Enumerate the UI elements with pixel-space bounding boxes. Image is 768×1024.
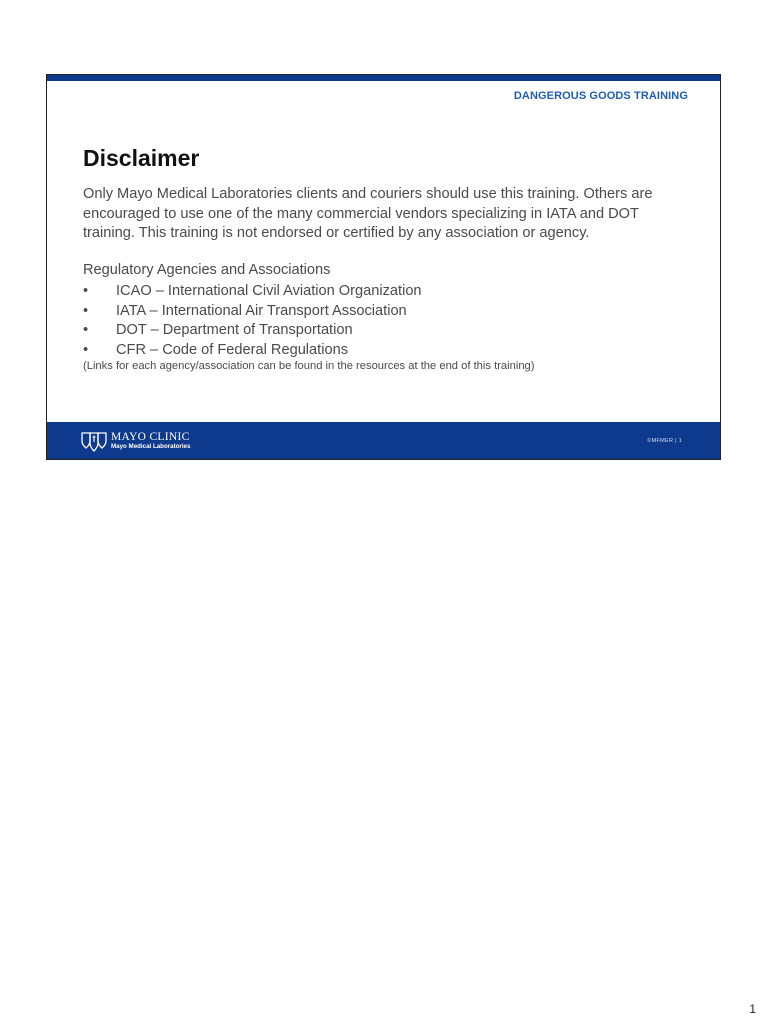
bullet-icon: • — [83, 302, 89, 319]
agency-label: CFR – Code of Federal Regulations — [116, 341, 348, 358]
slide-footer — [47, 422, 720, 459]
agencies-heading: Regulatory Agencies and Associations — [83, 262, 331, 278]
disclaimer-text: Only Mayo Medical Laboratories clients and couriers should use this training. Others are encouraged to use one of the many commercial vendors specializing in IATA and DOT training. This training is not endorsed or certified by any association or agency. — [83, 186, 653, 241]
agency-list — [83, 282, 422, 360]
page-number: 1 — [749, 1002, 756, 1016]
agency-label: ICAO – International Civil Aviation Organization — [116, 283, 422, 299]
resources-note: (Links for each agency/association can be found in the resources at the end of this training) — [83, 360, 535, 372]
logo-text — [111, 432, 190, 451]
agency-item — [83, 282, 422, 302]
mayo-clinic-logo — [81, 430, 190, 452]
slide-header-label: DANGEROUS GOODS TRAINING — [513, 90, 688, 102]
bullet-icon: • — [83, 283, 89, 299]
bullet-icon: • — [83, 341, 89, 358]
agency-item — [83, 302, 422, 322]
slide — [46, 74, 721, 460]
agency-label: IATA – International Air Transport Association — [116, 302, 407, 319]
agency-item — [83, 321, 422, 341]
agency-label: DOT – Department of Transportation — [116, 322, 353, 338]
slide-top-bar — [47, 75, 720, 81]
logo-name: MAYO CLINIC — [111, 430, 190, 443]
logo-subtitle: Mayo Medical Laboratories — [111, 443, 191, 451]
mayo-shields-icon — [81, 430, 107, 452]
agency-item — [83, 341, 422, 361]
slide-title: Disclaimer — [83, 145, 200, 171]
footer-copyright-page: ©MFMER | 1 — [647, 438, 682, 444]
bullet-icon: • — [83, 322, 89, 338]
